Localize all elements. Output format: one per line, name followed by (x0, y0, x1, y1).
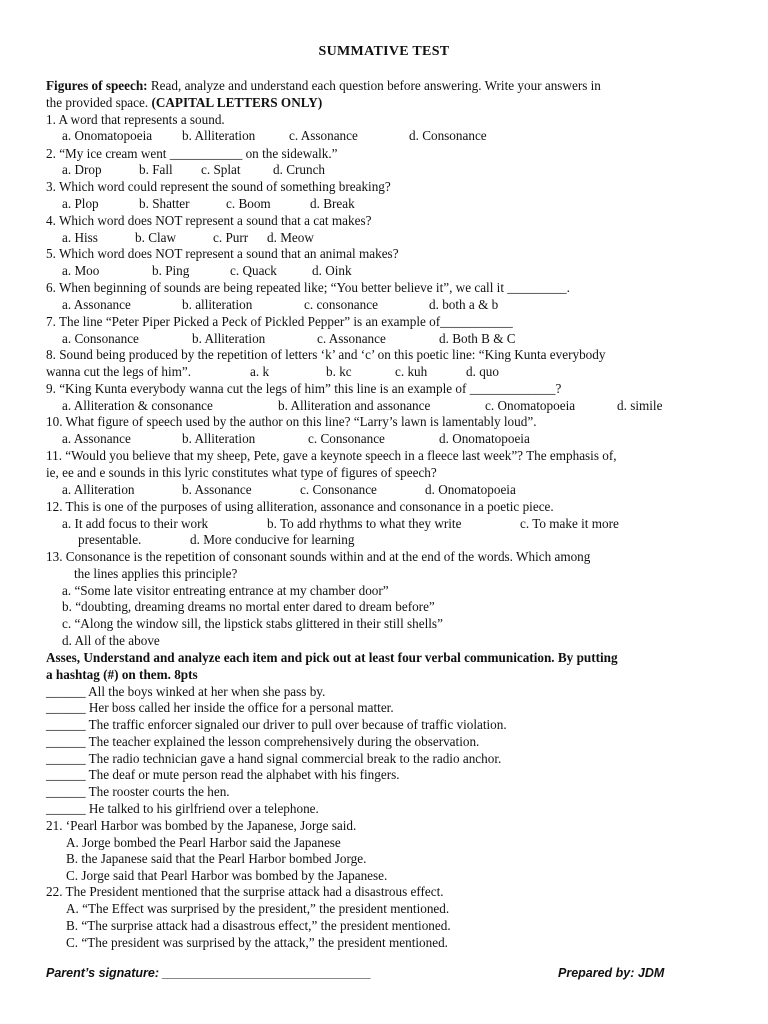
question-8-continued: wanna cut the legs of him”. (46, 364, 192, 379)
option: a. Onomatopoeia (62, 128, 153, 143)
option: b. To add rhythms to what they write (267, 516, 462, 531)
option: d. Consonance (409, 128, 487, 143)
answer-item: ______ Her boss called her inside the office for a personal matter. (46, 700, 394, 715)
option: d. More conducive for learning (190, 532, 355, 547)
option: a. Drop (62, 162, 102, 177)
option: d. Oink (312, 263, 352, 278)
question-2-options (62, 162, 768, 178)
option: b. alliteration (182, 297, 253, 312)
option: d. Crunch (273, 162, 326, 177)
option: b. Claw (135, 230, 177, 245)
option: b. Fall (139, 162, 173, 177)
prepared-by: Prepared by: JDM (558, 966, 665, 980)
answer-item: ______ The traffic enforcer signaled our driver to pull over because of traffic violation. (46, 717, 507, 732)
question-6-options (62, 297, 768, 313)
option: d. Onomatopoeia (439, 431, 530, 446)
question-13-continued: the lines applies this principle? (74, 566, 238, 581)
question-7: 7. The line “Peter Piper Picked a Peck of Pickled Pepper” is an example of___________ (46, 314, 513, 329)
section-2-instructions-continued: a hashtag (#) on them. 8pts (46, 667, 198, 682)
option: b. Alliteration (182, 128, 256, 143)
option: d. simile (617, 398, 663, 413)
option: b. Assonance (182, 482, 252, 497)
option: b. Alliteration (192, 331, 266, 346)
instructions-text-2: the provided space. (46, 95, 152, 110)
option: a. It add focus to their work (62, 516, 209, 531)
question-8: 8. Sound being produced by the repetition of letters ‘k’ and ‘c’ on this poetic line: “King Kunta everybody (46, 347, 606, 362)
question-2: 2. “My ice cream went ___________ on the sidewalk.” (46, 146, 338, 161)
option: a. Hiss (62, 230, 98, 245)
question-1-options (62, 128, 768, 144)
question-7-options (62, 331, 768, 347)
option: c. Splat (201, 162, 241, 177)
option: b. Shatter (139, 196, 190, 211)
question-3-options (62, 196, 768, 212)
option: c. Consonance (300, 482, 377, 497)
instructions-text: Read, analyze and understand each question before answering. Write your answers in (147, 78, 601, 93)
option: c. Quack (230, 263, 277, 278)
question-8-options (250, 364, 550, 380)
question-11-options (62, 482, 768, 498)
question-4-options (62, 230, 768, 246)
option: b. Alliteration (182, 431, 256, 446)
option: a. Consonance (62, 331, 139, 346)
parent-signature-line: Parent’s signature: ______________________________ (46, 966, 372, 980)
option: a. Alliteration & consonance (62, 398, 213, 413)
option: B. the Japanese said that the Pearl Harbor bombed Jorge. (66, 851, 367, 866)
question-21: 21. ‘Pearl Harbor was bombed by the Japanese, Jorge said. (46, 818, 357, 833)
question-6: 6. When beginning of sounds are being repeated like; “You better believe it”, we call it _________. (46, 280, 570, 295)
option: c. Assonance (317, 331, 386, 346)
option: A. Jorge bombed the Pearl Harbor said the Japanese (66, 835, 341, 850)
option: b. Alliteration and assonance (278, 398, 431, 413)
question-3: 3. Which word could represent the sound of something breaking? (46, 179, 391, 194)
instructions-label: Figures of speech: (46, 78, 148, 93)
answer-item: ______ The rooster courts the hen. (46, 784, 230, 799)
question-5: 5. Which word does NOT represent a sound that an animal makes? (46, 246, 399, 261)
option: a. k (250, 364, 270, 379)
option: a. Moo (62, 263, 100, 278)
question-1: 1. A word that represents a sound. (46, 112, 225, 127)
instructions-line-1 (46, 78, 601, 94)
question-11-continued: ie, ee and e sounds in this lyric constitutes what type of figures of speech? (46, 465, 437, 480)
option: b. “doubting, dreaming dreams no mortal enter dared to dream before” (62, 599, 435, 614)
section-2-instructions: Asses, Understand and analyze each item and pick out at least four verbal communication. By putting (46, 650, 618, 665)
option: c. Consonance (308, 431, 385, 446)
option: d. Break (310, 196, 355, 211)
option: c. “Along the window sill, the lipstick stabs glittered in their still shells” (62, 616, 443, 631)
option: c. consonance (304, 297, 378, 312)
option: C. Jorge said that Pearl Harbor was bombed by the Japanese. (66, 868, 388, 883)
answer-item: ______ He talked to his girlfriend over a telephone. (46, 801, 319, 816)
option: c. Boom (226, 196, 271, 211)
option: C. “The president was surprised by the attack,” the president mentioned. (66, 935, 448, 950)
answer-item: ______ The deaf or mute person read the alphabet with his fingers. (46, 767, 400, 782)
instructions-emphasis: (CAPITAL LETTERS ONLY) (151, 95, 323, 110)
option: d. Both B & C (439, 331, 516, 346)
question-12-options-continued (78, 532, 768, 548)
option: d. both a & b (429, 297, 499, 312)
option: d. Meow (267, 230, 314, 245)
instructions-line-2 (46, 95, 322, 111)
question-12-options (62, 516, 768, 532)
question-11: 11. “Would you believe that my sheep, Pete, gave a keynote speech in a fleece last week”? The emphasis of, (46, 448, 617, 463)
answer-item: ______ The radio technician gave a hand signal commercial break to the radio anchor. (46, 751, 502, 766)
question-13: 13. Consonance is the repetition of consonant sounds within and at the end of the words. Which among (46, 549, 591, 564)
question-10: 10. What figure of speech used by the author on this line? “Larry’s lawn is lamentably loud”. (46, 414, 537, 429)
question-10-options (62, 431, 768, 447)
question-9: 9. “King Kunta everybody wanna cut the legs of him” this line is an example of _____________? (46, 381, 562, 396)
option: c. To make it more (520, 516, 619, 531)
question-9-options (62, 398, 768, 414)
question-22: 22. The President mentioned that the surprise attack had a disastrous effect. (46, 884, 444, 899)
option: a. Alliteration (62, 482, 135, 497)
option: a. Assonance (62, 297, 131, 312)
option: d. Onomatopoeia (425, 482, 516, 497)
option: c. Purr (213, 230, 249, 245)
page-title: SUMMATIVE TEST (318, 44, 450, 59)
question-12: 12. This is one of the purposes of using alliteration, assonance and consonance in a poetic piece. (46, 499, 554, 514)
option: b. kc (326, 364, 352, 379)
option-continued: presentable. (78, 532, 142, 547)
option: a. Assonance (62, 431, 131, 446)
answer-item: ______ All the boys winked at her when she pass by. (46, 684, 326, 699)
option: B. “The surprise attack had a disastrous effect,” the president mentioned. (66, 918, 451, 933)
option: c. Onomatopoeia (485, 398, 576, 413)
answer-item: ______ The teacher explained the lesson comprehensively during the observation. (46, 734, 480, 749)
option: b. Ping (152, 263, 190, 278)
option: a. “Some late visitor entreating entrance at my chamber door” (62, 583, 389, 598)
option: A. “The Effect was surprised by the president,” the president mentioned. (66, 901, 450, 916)
option: d. All of the above (62, 633, 160, 648)
option: a. Plop (62, 196, 99, 211)
option: c. kuh (395, 364, 428, 379)
question-4: 4. Which word does NOT represent a sound that a cat makes? (46, 213, 372, 228)
question-5-options (62, 263, 768, 279)
option: d. quo (466, 364, 499, 379)
option: c. Assonance (289, 128, 358, 143)
